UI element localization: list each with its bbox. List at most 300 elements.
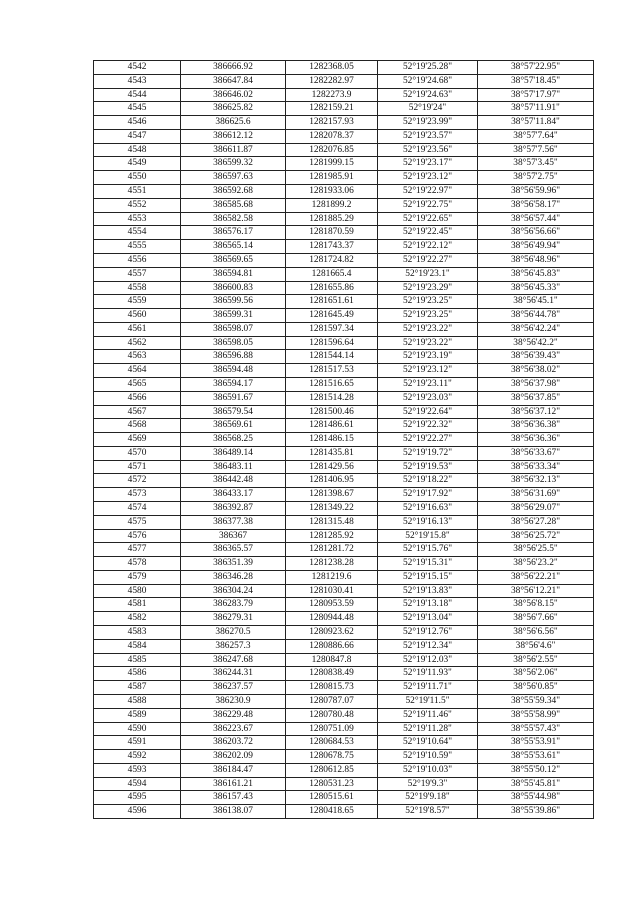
table-row — [94, 543, 594, 557]
longitude-cell: 38°56'48.96" — [478, 253, 594, 267]
x-coordinate-cell: 386202.09 — [181, 750, 286, 764]
y-coordinate-cell: 1281999.15 — [286, 157, 378, 171]
latitude-cell: 52°19'16.63" — [378, 502, 478, 516]
table-row — [94, 226, 594, 240]
x-coordinate-cell: 386270.5 — [181, 626, 286, 640]
longitude-cell: 38°56'45.1" — [478, 295, 594, 309]
y-coordinate-cell: 1281500.46 — [286, 405, 378, 419]
table-row — [94, 295, 594, 309]
longitude-cell: 38°56'37.85" — [478, 391, 594, 405]
x-coordinate-cell: 386433.17 — [181, 488, 286, 502]
longitude-cell: 38°56'36.36" — [478, 433, 594, 447]
latitude-cell: 52°19'12.76" — [378, 626, 478, 640]
point-number-cell: 4582 — [94, 612, 181, 626]
latitude-cell: 52°19'23.11" — [378, 377, 478, 391]
point-number-cell: 4546 — [94, 116, 181, 130]
latitude-cell: 52°19'16.13" — [378, 515, 478, 529]
point-number-cell: 4559 — [94, 295, 181, 309]
longitude-cell: 38°56'2.06" — [478, 667, 594, 681]
table-row — [94, 791, 594, 805]
latitude-cell: 52°19'13.83" — [378, 584, 478, 598]
point-number-cell: 4591 — [94, 736, 181, 750]
y-coordinate-cell: 1281516.65 — [286, 377, 378, 391]
x-coordinate-cell: 386599.32 — [181, 157, 286, 171]
latitude-cell: 52°19'23.25" — [378, 295, 478, 309]
longitude-cell: 38°57'18.45" — [478, 74, 594, 88]
latitude-cell: 52°19'22.32" — [378, 419, 478, 433]
longitude-cell: 38°56'7.66" — [478, 612, 594, 626]
point-number-cell: 4554 — [94, 226, 181, 240]
longitude-cell: 38°57'11.91" — [478, 102, 594, 116]
latitude-cell: 52°19'10.03" — [378, 763, 478, 777]
x-coordinate-cell: 386591.67 — [181, 391, 286, 405]
x-coordinate-cell: 386625.6 — [181, 116, 286, 130]
y-coordinate-cell: 1281219.6 — [286, 570, 378, 584]
table-row — [94, 653, 594, 667]
table-row — [94, 433, 594, 447]
x-coordinate-cell: 386579.54 — [181, 405, 286, 419]
point-number-cell: 4553 — [94, 212, 181, 226]
x-coordinate-cell: 386157.43 — [181, 791, 286, 805]
table-row — [94, 391, 594, 405]
x-coordinate-cell: 386598.07 — [181, 322, 286, 336]
point-number-cell: 4573 — [94, 488, 181, 502]
x-coordinate-cell: 386568.25 — [181, 433, 286, 447]
y-coordinate-cell: 1280847.8 — [286, 653, 378, 667]
table-row — [94, 557, 594, 571]
longitude-cell: 38°56'45.83" — [478, 267, 594, 281]
latitude-cell: 52°19'11.93" — [378, 667, 478, 681]
x-coordinate-cell: 386279.31 — [181, 612, 286, 626]
table-row — [94, 116, 594, 130]
point-number-cell: 4545 — [94, 102, 181, 116]
table-row — [94, 143, 594, 157]
x-coordinate-cell: 386377.38 — [181, 515, 286, 529]
table-row — [94, 722, 594, 736]
point-number-cell: 4570 — [94, 446, 181, 460]
y-coordinate-cell: 1281281.72 — [286, 543, 378, 557]
longitude-cell: 38°56'22.21" — [478, 570, 594, 584]
table-row — [94, 61, 594, 75]
longitude-cell: 38°56'8.15" — [478, 598, 594, 612]
latitude-cell: 52°19'12.34" — [378, 639, 478, 653]
latitude-cell: 52°19'25.28" — [378, 61, 478, 75]
x-coordinate-cell: 386597.63 — [181, 171, 286, 185]
table-row — [94, 694, 594, 708]
y-coordinate-cell: 1282076.85 — [286, 143, 378, 157]
point-number-cell: 4561 — [94, 322, 181, 336]
point-number-cell: 4562 — [94, 336, 181, 350]
table-row — [94, 157, 594, 171]
y-coordinate-cell: 1281406.95 — [286, 474, 378, 488]
longitude-cell: 38°55'44.98" — [478, 791, 594, 805]
latitude-cell: 52°19'23.99" — [378, 116, 478, 130]
table-row — [94, 185, 594, 199]
latitude-cell: 52°19'13.18" — [378, 598, 478, 612]
x-coordinate-cell: 386184.47 — [181, 763, 286, 777]
y-coordinate-cell: 1281486.15 — [286, 433, 378, 447]
point-number-cell: 4544 — [94, 88, 181, 102]
x-coordinate-cell: 386594.48 — [181, 364, 286, 378]
x-coordinate-cell: 386565.14 — [181, 240, 286, 254]
point-number-cell: 4579 — [94, 570, 181, 584]
longitude-cell: 38°56'33.67" — [478, 446, 594, 460]
point-number-cell: 4549 — [94, 157, 181, 171]
table-row — [94, 364, 594, 378]
longitude-cell: 38°55'53.91" — [478, 736, 594, 750]
point-number-cell: 4587 — [94, 681, 181, 695]
y-coordinate-cell: 1281933.06 — [286, 185, 378, 199]
y-coordinate-cell: 1281514.28 — [286, 391, 378, 405]
latitude-cell: 52°19'23.22" — [378, 322, 478, 336]
table-row — [94, 667, 594, 681]
table-row — [94, 419, 594, 433]
y-coordinate-cell: 1280418.65 — [286, 805, 378, 819]
point-number-cell: 4566 — [94, 391, 181, 405]
latitude-cell: 52°19'23.29" — [378, 281, 478, 295]
longitude-cell: 38°56'33.34" — [478, 460, 594, 474]
coordinates-table-body — [94, 61, 594, 819]
point-number-cell: 4576 — [94, 529, 181, 543]
table-row — [94, 681, 594, 695]
longitude-cell: 38°55'59.34" — [478, 694, 594, 708]
table-row — [94, 777, 594, 791]
y-coordinate-cell: 1281885.29 — [286, 212, 378, 226]
table-row — [94, 460, 594, 474]
x-coordinate-cell: 386598.05 — [181, 336, 286, 350]
y-coordinate-cell: 1280787.07 — [286, 694, 378, 708]
longitude-cell: 38°57'3.45" — [478, 157, 594, 171]
latitude-cell: 52°19'10.59" — [378, 750, 478, 764]
latitude-cell: 52°19'24.63" — [378, 88, 478, 102]
x-coordinate-cell: 386646.02 — [181, 88, 286, 102]
x-coordinate-cell: 386596.88 — [181, 350, 286, 364]
point-number-cell: 4564 — [94, 364, 181, 378]
table-row — [94, 570, 594, 584]
x-coordinate-cell: 386582.58 — [181, 212, 286, 226]
longitude-cell: 38°56'6.56" — [478, 626, 594, 640]
x-coordinate-cell: 386257.3 — [181, 639, 286, 653]
y-coordinate-cell: 1280678.75 — [286, 750, 378, 764]
longitude-cell: 38°57'2.75" — [478, 171, 594, 185]
point-number-cell: 4571 — [94, 460, 181, 474]
longitude-cell: 38°55'58.99" — [478, 708, 594, 722]
point-number-cell: 4580 — [94, 584, 181, 598]
x-coordinate-cell: 386569.65 — [181, 253, 286, 267]
y-coordinate-cell: 1281724.82 — [286, 253, 378, 267]
table-row — [94, 626, 594, 640]
point-number-cell: 4568 — [94, 419, 181, 433]
y-coordinate-cell: 1281899.2 — [286, 198, 378, 212]
longitude-cell: 38°56'36.38" — [478, 419, 594, 433]
latitude-cell: 52°19'23.12" — [378, 171, 478, 185]
x-coordinate-cell: 386229.48 — [181, 708, 286, 722]
point-number-cell: 4548 — [94, 143, 181, 157]
longitude-cell: 38°55'45.81" — [478, 777, 594, 791]
point-number-cell: 4590 — [94, 722, 181, 736]
latitude-cell: 52°19'9.18" — [378, 791, 478, 805]
latitude-cell: 52°19'23.03" — [378, 391, 478, 405]
latitude-cell: 52°19'24.68" — [378, 74, 478, 88]
x-coordinate-cell: 386647.84 — [181, 74, 286, 88]
y-coordinate-cell: 1282282.97 — [286, 74, 378, 88]
longitude-cell: 38°56'42.24" — [478, 322, 594, 336]
latitude-cell: 52°19'22.65" — [378, 212, 478, 226]
table-row — [94, 240, 594, 254]
x-coordinate-cell: 386283.79 — [181, 598, 286, 612]
y-coordinate-cell: 1280923.62 — [286, 626, 378, 640]
y-coordinate-cell: 1281645.49 — [286, 309, 378, 323]
longitude-cell: 38°56'25.72" — [478, 529, 594, 543]
point-number-cell: 4593 — [94, 763, 181, 777]
longitude-cell: 38°56'56.66" — [478, 226, 594, 240]
longitude-cell: 38°56'37.12" — [478, 405, 594, 419]
latitude-cell: 52°19'10.64" — [378, 736, 478, 750]
table-row — [94, 639, 594, 653]
point-number-cell: 4581 — [94, 598, 181, 612]
y-coordinate-cell: 1281285.92 — [286, 529, 378, 543]
y-coordinate-cell: 1281651.61 — [286, 295, 378, 309]
table-row — [94, 750, 594, 764]
point-number-cell: 4555 — [94, 240, 181, 254]
x-coordinate-cell: 386161.21 — [181, 777, 286, 791]
point-number-cell: 4557 — [94, 267, 181, 281]
x-coordinate-cell: 386612.12 — [181, 129, 286, 143]
table-row — [94, 488, 594, 502]
x-coordinate-cell: 386237.57 — [181, 681, 286, 695]
y-coordinate-cell: 1282157.93 — [286, 116, 378, 130]
table-row — [94, 446, 594, 460]
table-row — [94, 736, 594, 750]
point-number-cell: 4583 — [94, 626, 181, 640]
x-coordinate-cell: 386569.61 — [181, 419, 286, 433]
longitude-cell: 38°56'39.43" — [478, 350, 594, 364]
latitude-cell: 52°19'8.57" — [378, 805, 478, 819]
x-coordinate-cell: 386594.81 — [181, 267, 286, 281]
table-row — [94, 74, 594, 88]
y-coordinate-cell: 1281597.34 — [286, 322, 378, 336]
x-coordinate-cell: 386666.92 — [181, 61, 286, 75]
point-number-cell: 4586 — [94, 667, 181, 681]
table-row — [94, 253, 594, 267]
y-coordinate-cell: 1280815.73 — [286, 681, 378, 695]
latitude-cell: 52°19'22.64" — [378, 405, 478, 419]
point-number-cell: 4547 — [94, 129, 181, 143]
table-row — [94, 805, 594, 819]
y-coordinate-cell: 1281655.86 — [286, 281, 378, 295]
longitude-cell: 38°57'11.84" — [478, 116, 594, 130]
longitude-cell: 38°55'57.43" — [478, 722, 594, 736]
table-row — [94, 584, 594, 598]
table-row — [94, 515, 594, 529]
y-coordinate-cell: 1280953.59 — [286, 598, 378, 612]
table-row — [94, 322, 594, 336]
point-number-cell: 4543 — [94, 74, 181, 88]
longitude-cell: 38°56'27.28" — [478, 515, 594, 529]
table-row — [94, 350, 594, 364]
y-coordinate-cell: 1281517.53 — [286, 364, 378, 378]
point-number-cell: 4572 — [94, 474, 181, 488]
y-coordinate-cell: 1281349.22 — [286, 502, 378, 516]
latitude-cell: 52°19'23.19" — [378, 350, 478, 364]
point-number-cell: 4552 — [94, 198, 181, 212]
latitude-cell: 52°19'22.75" — [378, 198, 478, 212]
longitude-cell: 38°56'29.07" — [478, 502, 594, 516]
y-coordinate-cell: 1280780.48 — [286, 708, 378, 722]
y-coordinate-cell: 1280515.61 — [286, 791, 378, 805]
point-number-cell: 4596 — [94, 805, 181, 819]
y-coordinate-cell: 1281665.4 — [286, 267, 378, 281]
x-coordinate-cell: 386203.72 — [181, 736, 286, 750]
table-row — [94, 102, 594, 116]
point-number-cell: 4578 — [94, 557, 181, 571]
x-coordinate-cell: 386365.57 — [181, 543, 286, 557]
longitude-cell: 38°56'45.33" — [478, 281, 594, 295]
y-coordinate-cell: 1280612.85 — [286, 763, 378, 777]
latitude-cell: 52°19'17.92" — [378, 488, 478, 502]
y-coordinate-cell: 1282078.37 — [286, 129, 378, 143]
x-coordinate-cell: 386585.68 — [181, 198, 286, 212]
table-row — [94, 377, 594, 391]
x-coordinate-cell: 386367 — [181, 529, 286, 543]
x-coordinate-cell: 386611.87 — [181, 143, 286, 157]
x-coordinate-cell: 386244.31 — [181, 667, 286, 681]
y-coordinate-cell: 1280838.49 — [286, 667, 378, 681]
latitude-cell: 52°19'11.71" — [378, 681, 478, 695]
latitude-cell: 52°19'22.27" — [378, 433, 478, 447]
point-number-cell: 4567 — [94, 405, 181, 419]
table-row — [94, 88, 594, 102]
y-coordinate-cell: 1280944.48 — [286, 612, 378, 626]
point-number-cell: 4560 — [94, 309, 181, 323]
y-coordinate-cell: 1282159.21 — [286, 102, 378, 116]
y-coordinate-cell: 1281429.56 — [286, 460, 378, 474]
table-row — [94, 198, 594, 212]
x-coordinate-cell: 386489.14 — [181, 446, 286, 460]
point-number-cell: 4558 — [94, 281, 181, 295]
longitude-cell: 38°56'44.78" — [478, 309, 594, 323]
point-number-cell: 4574 — [94, 502, 181, 516]
point-number-cell: 4592 — [94, 750, 181, 764]
table-row — [94, 281, 594, 295]
x-coordinate-cell: 386392.87 — [181, 502, 286, 516]
latitude-cell: 52°19'12.03" — [378, 653, 478, 667]
table-row — [94, 171, 594, 185]
longitude-cell: 38°57'17.97" — [478, 88, 594, 102]
coordinates-table — [93, 60, 594, 819]
x-coordinate-cell: 386138.07 — [181, 805, 286, 819]
point-number-cell: 4569 — [94, 433, 181, 447]
latitude-cell: 52°19'15.15" — [378, 570, 478, 584]
table-row — [94, 763, 594, 777]
point-number-cell: 4584 — [94, 639, 181, 653]
x-coordinate-cell: 386592.68 — [181, 185, 286, 199]
x-coordinate-cell: 386351.39 — [181, 557, 286, 571]
table-row — [94, 708, 594, 722]
y-coordinate-cell: 1281870.59 — [286, 226, 378, 240]
y-coordinate-cell: 1281238.28 — [286, 557, 378, 571]
longitude-cell: 38°56'25.5" — [478, 543, 594, 557]
x-coordinate-cell: 386599.56 — [181, 295, 286, 309]
latitude-cell: 52°19'11.5" — [378, 694, 478, 708]
y-coordinate-cell: 1282273.9 — [286, 88, 378, 102]
longitude-cell: 38°55'50.12" — [478, 763, 594, 777]
table-row — [94, 309, 594, 323]
latitude-cell: 52°19'23.12" — [378, 364, 478, 378]
y-coordinate-cell: 1281315.48 — [286, 515, 378, 529]
y-coordinate-cell: 1280684.53 — [286, 736, 378, 750]
x-coordinate-cell: 386483.11 — [181, 460, 286, 474]
latitude-cell: 52°19'19.72" — [378, 446, 478, 460]
point-number-cell: 4575 — [94, 515, 181, 529]
table-row — [94, 212, 594, 226]
y-coordinate-cell: 1281030.41 — [286, 584, 378, 598]
latitude-cell: 52°19'23.25" — [378, 309, 478, 323]
point-number-cell: 4577 — [94, 543, 181, 557]
latitude-cell: 52°19'15.8" — [378, 529, 478, 543]
latitude-cell: 52°19'22.12" — [378, 240, 478, 254]
longitude-cell: 38°56'2.55" — [478, 653, 594, 667]
point-number-cell: 4563 — [94, 350, 181, 364]
table-row — [94, 336, 594, 350]
y-coordinate-cell: 1282368.05 — [286, 61, 378, 75]
longitude-cell: 38°56'32.13" — [478, 474, 594, 488]
y-coordinate-cell: 1281398.67 — [286, 488, 378, 502]
y-coordinate-cell: 1281435.81 — [286, 446, 378, 460]
table-row — [94, 598, 594, 612]
x-coordinate-cell: 386223.67 — [181, 722, 286, 736]
longitude-cell: 38°56'58.17" — [478, 198, 594, 212]
y-coordinate-cell: 1280531.23 — [286, 777, 378, 791]
longitude-cell: 38°56'31.69" — [478, 488, 594, 502]
point-number-cell: 4588 — [94, 694, 181, 708]
x-coordinate-cell: 386599.31 — [181, 309, 286, 323]
longitude-cell: 38°55'39.86" — [478, 805, 594, 819]
table-row — [94, 612, 594, 626]
x-coordinate-cell: 386442.48 — [181, 474, 286, 488]
latitude-cell: 52°19'11.28" — [378, 722, 478, 736]
latitude-cell: 52°19'23.1" — [378, 267, 478, 281]
point-number-cell: 4565 — [94, 377, 181, 391]
longitude-cell: 38°57'7.64" — [478, 129, 594, 143]
longitude-cell: 38°56'38.02" — [478, 364, 594, 378]
table-row — [94, 405, 594, 419]
latitude-cell: 52°19'15.76" — [378, 543, 478, 557]
longitude-cell: 38°56'57.44" — [478, 212, 594, 226]
longitude-cell: 38°55'53.61" — [478, 750, 594, 764]
longitude-cell: 38°56'42.2" — [478, 336, 594, 350]
longitude-cell: 38°56'0.85" — [478, 681, 594, 695]
y-coordinate-cell: 1280886.66 — [286, 639, 378, 653]
table-row — [94, 267, 594, 281]
y-coordinate-cell: 1281486.61 — [286, 419, 378, 433]
latitude-cell: 52°19'11.46" — [378, 708, 478, 722]
point-number-cell: 4595 — [94, 791, 181, 805]
latitude-cell: 52°19'18.22" — [378, 474, 478, 488]
longitude-cell: 38°56'37.98" — [478, 377, 594, 391]
latitude-cell: 52°19'15.31" — [378, 557, 478, 571]
y-coordinate-cell: 1281596.64 — [286, 336, 378, 350]
table-row — [94, 502, 594, 516]
x-coordinate-cell: 386346.28 — [181, 570, 286, 584]
longitude-cell: 38°56'49.94" — [478, 240, 594, 254]
point-number-cell: 4594 — [94, 777, 181, 791]
y-coordinate-cell: 1281985.91 — [286, 171, 378, 185]
longitude-cell: 38°56'23.2" — [478, 557, 594, 571]
latitude-cell: 52°19'23.57" — [378, 129, 478, 143]
x-coordinate-cell: 386247.68 — [181, 653, 286, 667]
latitude-cell: 52°19'22.45" — [378, 226, 478, 240]
